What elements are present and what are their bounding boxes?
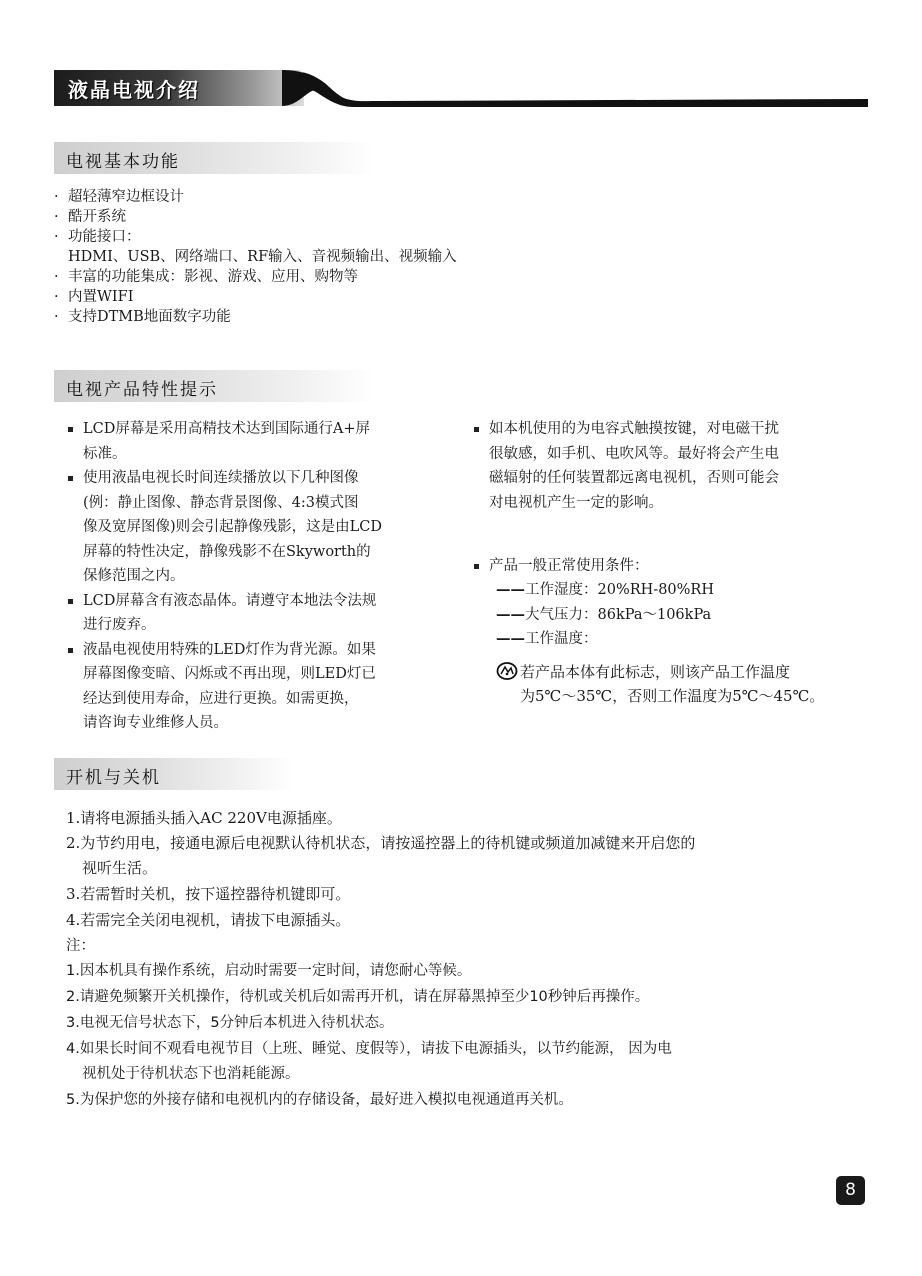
step-item: 3.若需暂时关机，按下遥控器待机键即可。 — [66, 885, 351, 903]
list-item: · 丰富的功能集成：影视、游戏、应用、购物等 — [54, 269, 358, 285]
section-title: 电视基本功能 — [66, 152, 180, 172]
section-header-power — [54, 758, 294, 790]
feature-item: 如本机使用的为电容式触摸按键，对电磁干扰 很敏感，如手机、电吹风等。最好将会产生电 磁辐射的任何装置都远离电视机，否则可能会 对电视机产生一定的影响。 — [474, 417, 854, 515]
feature-item: LCD屏幕是采用高精技术达到国际通行A+屏 标准。 — [68, 417, 448, 466]
condition-temperature: ——工作温度： — [496, 630, 598, 647]
step-item: 1.请将电源插头插入AC 220V电源插座。 — [66, 809, 342, 827]
note-item-continuation: 视机处于待机状态下也消耗能源。 — [82, 1066, 300, 1082]
step-item: 2.为节约用电，接通电源后电视默认待机状态，请按遥控器上的待机键或频道加减键来开启您的 — [66, 834, 696, 852]
banner-title: 液晶电视介绍 — [68, 78, 200, 102]
feature-item: LCD屏幕含有液态晶体。请遵守本地法令法规 进行废弃。 — [68, 589, 448, 638]
list-item: · 超轻薄窄边框设计 — [54, 189, 184, 205]
section-header-features — [54, 370, 374, 402]
note-item: 5.为保护您的外接存储和电视机内的存储设备，最好进入模拟电视通道再关机。 — [66, 1092, 573, 1108]
step-item-continuation: 视听生活。 — [82, 859, 158, 877]
condition-humidity: ——工作湿度：20%RH-80%RH — [496, 581, 714, 598]
header-banner — [54, 70, 868, 110]
list-item: · 功能接口： — [54, 229, 141, 245]
section-title: 电视产品特性提示 — [66, 380, 218, 400]
features-left-column — [68, 417, 448, 736]
features-right-column — [474, 417, 854, 515]
list-item: · 酷开系统 — [54, 209, 126, 225]
section-header-basic — [54, 142, 374, 174]
conditions-title: 产品一般正常使用条件： — [474, 554, 854, 579]
note-item: 2.请避免频繁开关机操作，待机或关机后如需再开机，请在屏幕黑掉至少10秒钟后再操作。 — [66, 989, 650, 1005]
page-number-badge: 8 — [836, 1176, 865, 1205]
list-item-continuation: HDMI、USB、网络端口、RF输入、音视频输出、视频输入 — [68, 249, 457, 265]
temperature-mark-icon — [496, 661, 518, 681]
conditions-list — [496, 578, 856, 652]
note-item: 3.电视无信号状态下，5分钟后本机进入待机状态。 — [66, 1015, 394, 1031]
list-item: · 支持DTMB地面数字功能 — [54, 309, 231, 325]
note-item: 4.如果长时间不观看电视节目（上班、睡觉、度假等），请拔下电源插头，以节约能源， 因为电 — [66, 1041, 672, 1057]
condition-pressure: ——大气压力：86kPa～106kPa — [496, 605, 712, 623]
section-title: 开机与关机 — [66, 768, 161, 788]
feature-item: 液晶电视使用特殊的LED灯作为背光源。如果 屏幕图像变暗、闪烁或不再出现，则LED灯已 经达到使用寿命，应进行更换。如需更换， 请咨询专业维修人员。 — [68, 638, 448, 736]
step-item: 4.若需完全关闭电视机，请拔下电源插头。 — [66, 911, 351, 929]
note-item: 1.因本机具有操作系统，启动时需要一定时间，请您耐心等候。 — [66, 963, 472, 979]
feature-item: 使用液晶电视长时间连续播放以下几种图像 (例：静止图像、静态背景图像、4:3模式图 像及宽屏图像)则会引起静像残影，这是由LCD 屏幕的特性决定，静像残影不在Skyworth的 保修范围之内。 — [68, 466, 448, 589]
list-item: · 内置WIFI — [54, 289, 134, 305]
note-label: 注： — [66, 938, 95, 954]
